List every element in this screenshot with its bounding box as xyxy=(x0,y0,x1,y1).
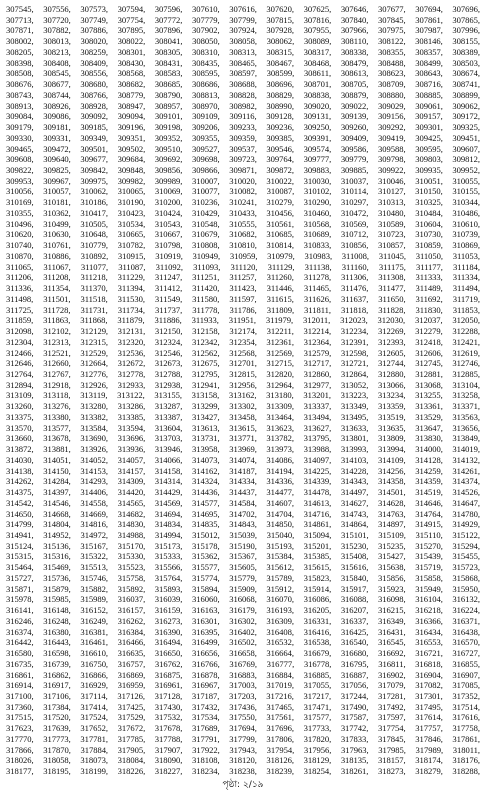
number-line: 315464, 315469, 315513, 315523, 315566, 315577, 315605, 315612, 315615, 315616, 315638, 315719, 315723, xyxy=(6,562,480,573)
number-line: 310496, 310499, 310505, 310534, 310543, 310548, 310555, 310561, 310568, 310569, 310589, 310604, 310610, xyxy=(6,218,480,229)
number-line: 316580, 316598, 316610, 316635, 316650, 316656, 316658, 316664, 316679, 316680, 316692, 316721, 316727, xyxy=(6,648,480,659)
number-line: 312894, 312918, 312926, 312933, 312938, 312941, 312956, 312964, 312977, 313052, 313066, 313068, 313104, xyxy=(6,379,480,390)
number-line: 313872, 313881, 313926, 313936, 313946, 313958, 313969, 313973, 313988, 313993, 313994, 314000, 314019, xyxy=(6,444,480,455)
number-line: 316141, 316148, 316152, 316157, 316159, 316163, 316179, 316193, 316205, 316207, 316215, 316218, 316224, xyxy=(6,605,480,616)
number-line: 308676, 308677, 308680, 308682, 308685, 308686, 308688, 308696, 308701, 308705, 308709, 308716, 308741, xyxy=(6,79,480,90)
number-line: 315871, 315879, 315882, 315892, 315893, 315894, 315909, 315912, 315914, 315917, 315923, 315949, 315950, xyxy=(6,583,480,594)
number-line: 312466, 312521, 312529, 312536, 312546, 312562, 312568, 312569, 312579, 312598, 312605, 312606, 312619, xyxy=(6,347,480,358)
number-line: 309608, 309640, 309677, 309684, 309692, 309698, 309723, 309764, 309777, 309779, 309798, 309803, 309812, xyxy=(6,154,480,165)
page-number: পৃষ্ঠা: ২/১৯ xyxy=(222,780,264,790)
number-line: 317770, 317773, 317781, 317785, 317788, 317791, 317799, 317806, 317820, 317833, 317845, 317846, 317861, xyxy=(6,733,480,744)
number-line: 309953, 309967, 309975, 309982, 309989, 310007, 310020, 310022, 310030, 310037, 310046, 310051, 310055, xyxy=(6,175,480,186)
number-line: 309179, 309181, 309185, 309196, 309198, 309206, 309233, 309236, 309250, 309260, 309292, 309301, 309325, xyxy=(6,122,480,133)
number-line: 316246, 316248, 316249, 316262, 316273, 316301, 316302, 316309, 316331, 316337, 316349, 316366, 316371, xyxy=(6,615,480,626)
number-line: 314262, 314284, 314293, 314309, 314314, 314324, 314334, 314336, 314339, 314343, 314358, 314359, 314374, xyxy=(6,476,480,487)
number-line: 314941, 314952, 314972, 314988, 314994, 315012, 315039, 315040, 315094, 315101, 315109, 315110, 315122, xyxy=(6,529,480,540)
number-line: 315727, 315736, 315746, 315758, 315764, 315774, 315779, 315789, 315823, 315840, 315856, 315858, 315868, xyxy=(6,572,480,583)
number-line: 308508, 308545, 308556, 308568, 308583, 308595, 308597, 308599, 308611, 308613, 308623, 308643, 308674, xyxy=(6,68,480,79)
number-line: 307545, 307556, 307573, 307594, 307596, 307610, 307616, 307620, 307625, 307646, 307677, 307694, 307696, xyxy=(6,4,480,14)
number-line: 310870, 310886, 310892, 310915, 310919, 310949, 310959, 310979, 310983, 311008, 311045, 311050, 311053, xyxy=(6,250,480,261)
number-line: 316442, 316443, 316461, 316466, 316494, 316499, 316502, 316532, 316538, 316540, 316545, 316553, 316570, xyxy=(6,637,480,648)
number-line: 315315, 315316, 315322, 315330, 315333, 315362, 315367, 315384, 315385, 315408, 315427, 315439, 315455, xyxy=(6,551,480,562)
number-line: 310056, 310057, 310062, 310065, 310069, 310077, 310082, 310087, 310102, 310114, 310127, 310150, 310155, xyxy=(6,186,480,197)
number-line: 311065, 311067, 311077, 311087, 311092, 311093, 311120, 311129, 311138, 311160, 311175, 311177, 311184, xyxy=(6,261,480,272)
number-line: 317100, 317106, 317114, 317126, 317128, 317187, 317203, 317216, 317217, 317244, 317281, 317301, 317352, xyxy=(6,691,480,701)
number-line: 316374, 316380, 316381, 316384, 316390, 316395, 316402, 316408, 316416, 316425, 316431, 316434, 316438, xyxy=(6,626,480,637)
number-line: 308913, 308926, 308928, 308947, 308957, 308970, 308982, 308990, 309020, 309022, 309029, 309061, 309062, xyxy=(6,100,480,111)
number-line: 314799, 314804, 314816, 314830, 314834, 314835, 314843, 314850, 314861, 314864, 314897, 314915, 314929, xyxy=(6,519,480,530)
number-line: 317515, 317520, 317524, 317529, 317532, 317534, 317550, 317561, 317577, 317587, 317597, 317614, 317616, xyxy=(6,712,480,723)
number-line: 317360, 317384, 317414, 317425, 317430, 317432, 317436, 317465, 317471, 317490, 317492, 317495, 317514, xyxy=(6,701,480,712)
number-line: 313570, 313577, 313584, 313594, 313604, 313613, 313615, 313623, 313627, 313633, 313635, 313647, 313656, xyxy=(6,422,480,433)
number-line: 310620, 310630, 310648, 310665, 310667, 310679, 310682, 310685, 310689, 310712, 310723, 310730, 310739, xyxy=(6,229,480,240)
number-line: 315124, 315136, 315167, 315170, 315173, 315178, 315190, 315193, 315201, 315230, 315235, 315270, 315294, xyxy=(6,540,480,551)
number-list xyxy=(6,4,480,777)
number-line: 314138, 314150, 314153, 314157, 314158, 314162, 314187, 314194, 314225, 314228, 314256, 314259, 314261, xyxy=(6,465,480,476)
number-line: 308398, 308408, 308409, 308430, 308431, 308435, 308465, 308467, 308468, 308479, 308488, 308499, 308503, xyxy=(6,57,480,68)
number-line: 310169, 310181, 310186, 310190, 310200, 310236, 310241, 310279, 310290, 310297, 310313, 310325, 310344, xyxy=(6,197,480,208)
number-line: 307713, 307720, 307749, 307754, 307772, 307779, 307799, 307815, 307816, 307840, 307845, 307861, 307865, xyxy=(6,14,480,25)
number-line: 314375, 314397, 314406, 314420, 314429, 314436, 314437, 314477, 314478, 314497, 314501, 314519, 314526, xyxy=(6,487,480,498)
number-line: 311725, 311728, 311731, 311734, 311737, 311778, 311786, 311809, 311811, 311818, 311828, 311830, 311853, xyxy=(6,304,480,315)
number-line: 313260, 313276, 313280, 313286, 313287, 313299, 313302, 313309, 313337, 313349, 313359, 313361, 313371, xyxy=(6,401,480,412)
number-line: 308002, 308013, 308020, 308022, 308041, 308050, 308058, 308062, 308089, 308110, 308122, 308146, 308155, xyxy=(6,36,480,47)
number-line: 309465, 309472, 309501, 309502, 309510, 309527, 309537, 309546, 309574, 309586, 309588, 309595, 309607, xyxy=(6,143,480,154)
number-line: 316735, 316739, 316750, 316757, 316762, 316766, 316769, 316777, 316778, 316795, 316811, 316818, 316855, xyxy=(6,658,480,669)
number-line: 314542, 314546, 314558, 314565, 314569, 314577, 314584, 314607, 314613, 314627, 314628, 314646, 314647, xyxy=(6,497,480,508)
number-line: 312098, 312102, 312129, 312131, 312150, 312158, 312174, 312211, 312214, 312234, 312269, 312279, 312288, xyxy=(6,326,480,337)
number-line: 312764, 312767, 312776, 312778, 312788, 312795, 312815, 312820, 312860, 312864, 312880, 312881, 312885, xyxy=(6,368,480,379)
number-line: 311206, 311208, 311218, 311229, 311247, 311251, 311257, 311260, 311278, 311306, 311308, 311333, 311334, xyxy=(6,272,480,283)
number-line: 308205, 308213, 308259, 308301, 308305, 308310, 308313, 308315, 308317, 308338, 308355, 308357, 308389, xyxy=(6,46,480,57)
number-line: 313109, 313118, 313119, 313122, 313155, 313158, 313162, 313180, 313201, 313223, 313234, 313255, 313258, xyxy=(6,390,480,401)
number-line: 318177, 318195, 318199, 318226, 318227, 318234, 318238, 318239, 318254, 318261, 318273, 318279, 318288, xyxy=(6,766,480,777)
number-line: 307871, 307882, 307886, 307895, 307896, 307902, 307924, 307928, 307955, 307966, 307975, 307987, 307996, xyxy=(6,25,480,36)
number-line: 316914, 316917, 316929, 316959, 316961, 316967, 317003, 317019, 317055, 317056, 317079, 317082, 317085, xyxy=(6,680,480,691)
number-line: 311498, 311501, 311518, 311530, 311549, 311580, 311597, 311615, 311626, 311637, 311650, 311692, 311719, xyxy=(6,293,480,304)
number-line: 313660, 313678, 313690, 313696, 313703, 313731, 313771, 313782, 313795, 313801, 313809, 313830, 313849, xyxy=(6,433,480,444)
number-line: 316861, 316862, 316866, 316869, 316875, 316878, 316883, 316884, 316885, 316887, 316902, 316904, 316907, xyxy=(6,669,480,680)
number-line: 312646, 312660, 312664, 312672, 312673, 312675, 312701, 312715, 312717, 312721, 312744, 312745, 312746, xyxy=(6,358,480,369)
number-line: 314030, 314051, 314052, 314057, 314066, 314073, 314074, 314086, 314097, 314103, 314109, 314128, 314132, xyxy=(6,454,480,465)
number-line: 313375, 313380, 313382, 313385, 313387, 313427, 313458, 313464, 313494, 313495, 313519, 313529, 313563, xyxy=(6,411,480,422)
number-line: 315978, 315985, 315989, 316037, 316039, 316060, 316068, 316070, 316086, 316088, 316098, 316104, 316132, xyxy=(6,594,480,605)
number-line: 318026, 318058, 318073, 318084, 318090, 318108, 318120, 318126, 318129, 318135, 318157, 318174, 318176, xyxy=(6,755,480,766)
number-line: 317866, 317870, 317884, 317905, 317907, 317922, 317943, 317954, 317956, 317963, 317985, 317989, 318011, xyxy=(6,744,480,755)
number-line: 309822, 309825, 309842, 309848, 309856, 309866, 309871, 309872, 309883, 309885, 309922, 309935, 309952, xyxy=(6,165,480,176)
number-line: 309084, 309086, 309092, 309094, 309101, 309109, 309116, 309128, 309131, 309139, 309156, 309157, 309172, xyxy=(6,111,480,122)
number-line: 314650, 314668, 314669, 314682, 314694, 314695, 314702, 314704, 314716, 314743, 314763, 314764, 314780, xyxy=(6,508,480,519)
number-line: 310355, 310362, 310417, 310423, 310424, 310429, 310433, 310456, 310460, 310472, 310480, 310484, 310486, xyxy=(6,207,480,218)
number-line: 309330, 309331, 309349, 309351, 309352, 309355, 309359, 309385, 309391, 309409, 309419, 309425, 309451, xyxy=(6,132,480,143)
number-line: 312304, 312313, 312315, 312320, 312324, 312342, 312354, 312361, 312364, 312391, 312393, 312418, 312421, xyxy=(6,336,480,347)
number-line: 311859, 311863, 311868, 311879, 311886, 311933, 311951, 311979, 312011, 312023, 312030, 312037, 312050, xyxy=(6,315,480,326)
number-line: 317623, 317639, 317652, 317672, 317678, 317689, 317694, 317696, 317733, 317742, 317754, 317757, 317758, xyxy=(6,723,480,734)
number-line: 310740, 310761, 310779, 310782, 310798, 310808, 310810, 310814, 310833, 310856, 310857, 310859, 310869, xyxy=(6,240,480,251)
number-line: 311336, 311354, 311370, 311394, 311412, 311420, 311423, 311446, 311465, 311476, 311477, 311489, 311494, xyxy=(6,283,480,294)
number-line: 308743, 308744, 308766, 308779, 308790, 308813, 308828, 308829, 308838, 308879, 308880, 308885, 308899, xyxy=(6,89,480,100)
